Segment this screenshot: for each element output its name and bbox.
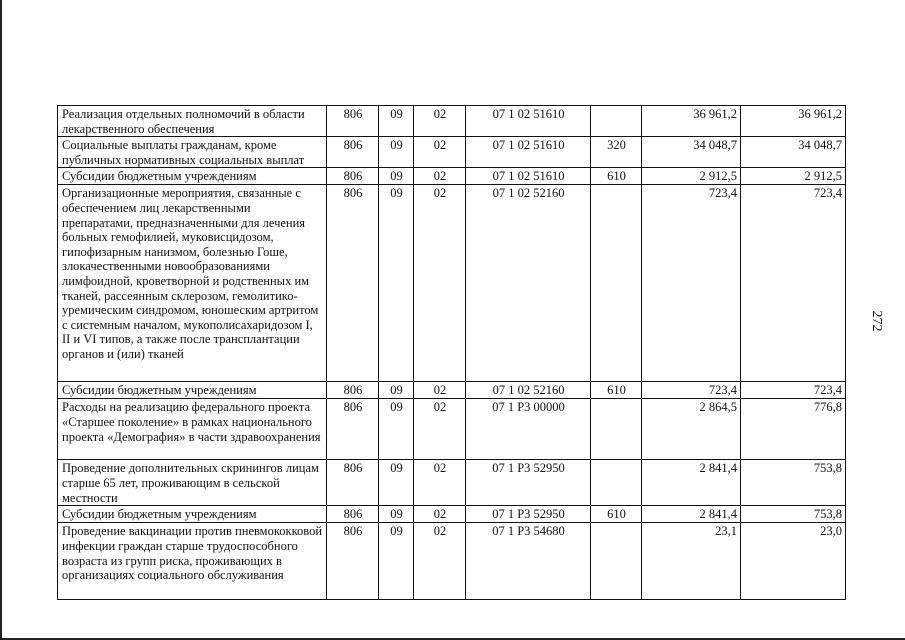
section-code: 09 [379,137,414,168]
row-name: Субсидии бюджетным учреждениям [58,168,327,185]
grbs-code: 806 [327,460,379,506]
amount-year-1: 23,1 [642,523,741,600]
grbs-code: 806 [327,523,379,600]
row-name: Проведение вакцинации против пневмококковой инфекции граждан старше трудоспособного возраста из групп риска, проживающих в организациях социального обслуживания [58,523,327,600]
grbs-code: 806 [327,168,379,185]
subsection-code: 02 [414,137,466,168]
expense-type-code [591,523,642,600]
grbs-code: 806 [327,399,379,460]
section-code: 09 [379,460,414,506]
grbs-code: 806 [327,137,379,168]
subsection-code: 02 [414,382,466,399]
amount-year-2: 776,8 [741,399,846,460]
amount-year-1: 2 841,4 [642,506,741,523]
table-row [58,168,846,185]
amount-year-2: 753,8 [741,506,846,523]
row-name: Реализация отдельных полномочий в области лекарственного обеспечения [58,106,327,137]
budget-table [57,105,846,600]
table-row [58,382,846,399]
amount-year-1: 2 912,5 [642,168,741,185]
expense-type-code: 320 [591,137,642,168]
section-code: 09 [379,382,414,399]
target-article-code: 07 1 P3 52950 [466,460,591,506]
amount-year-2: 34 048,7 [741,137,846,168]
amount-year-2: 2 912,5 [741,168,846,185]
table-row [58,523,846,600]
section-code: 09 [379,523,414,600]
section-code: 09 [379,399,414,460]
amount-year-2: 723,4 [741,382,846,399]
target-article-code: 07 1 02 51610 [466,106,591,137]
section-code: 09 [379,506,414,523]
target-article-code: 07 1 02 52160 [466,382,591,399]
amount-year-1: 723,4 [642,382,741,399]
expense-type-code: 610 [591,382,642,399]
target-article-code: 07 1 02 51610 [466,137,591,168]
amount-year-2: 753,8 [741,460,846,506]
amount-year-2: 723,4 [741,185,846,382]
subsection-code: 02 [414,168,466,185]
amount-year-1: 34 048,7 [642,137,741,168]
expense-type-code: 610 [591,506,642,523]
amount-year-2: 36 961,2 [741,106,846,137]
section-code: 09 [379,168,414,185]
subsection-code: 02 [414,106,466,137]
scan-frame-left-edge [0,0,2,640]
subsection-code: 02 [414,399,466,460]
row-name: Субсидии бюджетным учреждениям [58,506,327,523]
table-row [58,399,846,460]
target-article-code: 07 1 02 52160 [466,185,591,382]
table-row [58,137,846,168]
expense-type-code [591,185,642,382]
amount-year-1: 36 961,2 [642,106,741,137]
subsection-code: 02 [414,506,466,523]
subsection-code: 02 [414,523,466,600]
expense-type-code: 610 [591,168,642,185]
row-name: Организационные мероприятия, связанные с обеспечением лиц лекарственными препаратами, предназначенными для лечения больных гемофилией, муковисцидозом, гипофизарным нанизмом, болезнью Гоше, злокачественными новообразованиями лимфоидной, кроветворной и родственных им тканей, рассеянным склерозом, гемолитико-уремическим синдромом, юношеским артритом с системным началом, мукополисахаридозом I, II и VI типов, а также после трансплантации органов и (или) тканей [58,185,327,382]
target-article-code: 07 1 P3 52950 [466,506,591,523]
subsection-code: 02 [414,185,466,382]
grbs-code: 806 [327,106,379,137]
table-row [58,185,846,382]
grbs-code: 806 [327,506,379,523]
amount-year-1: 2 864,5 [642,399,741,460]
table-row [58,106,846,137]
grbs-code: 806 [327,185,379,382]
section-code: 09 [379,106,414,137]
target-article-code: 07 1 02 51610 [466,168,591,185]
subsection-code: 02 [414,460,466,506]
amount-year-1: 2 841,4 [642,460,741,506]
row-name: Расходы на реализацию федерального проекта «Старшее поколение» в рамках национального проекта «Демография» в части здравоохранения [58,399,327,460]
target-article-code: 07 1 P3 54680 [466,523,591,600]
expense-type-code [591,399,642,460]
table-row [58,460,846,506]
section-code: 09 [379,185,414,382]
amount-year-2: 23,0 [741,523,846,600]
row-name: Социальные выплаты гражданам, кроме публичных нормативных социальных выплат [58,137,327,168]
table-row [58,506,846,523]
row-name: Субсидии бюджетным учреждениям [58,382,327,399]
grbs-code: 806 [327,382,379,399]
expense-type-code [591,460,642,506]
expense-type-code [591,106,642,137]
row-name: Проведение дополнительных скринингов лицам старше 65 лет, проживающим в сельской местности [58,460,327,506]
amount-year-1: 723,4 [642,185,741,382]
page-number: 272 [869,310,884,332]
target-article-code: 07 1 P3 00000 [466,399,591,460]
